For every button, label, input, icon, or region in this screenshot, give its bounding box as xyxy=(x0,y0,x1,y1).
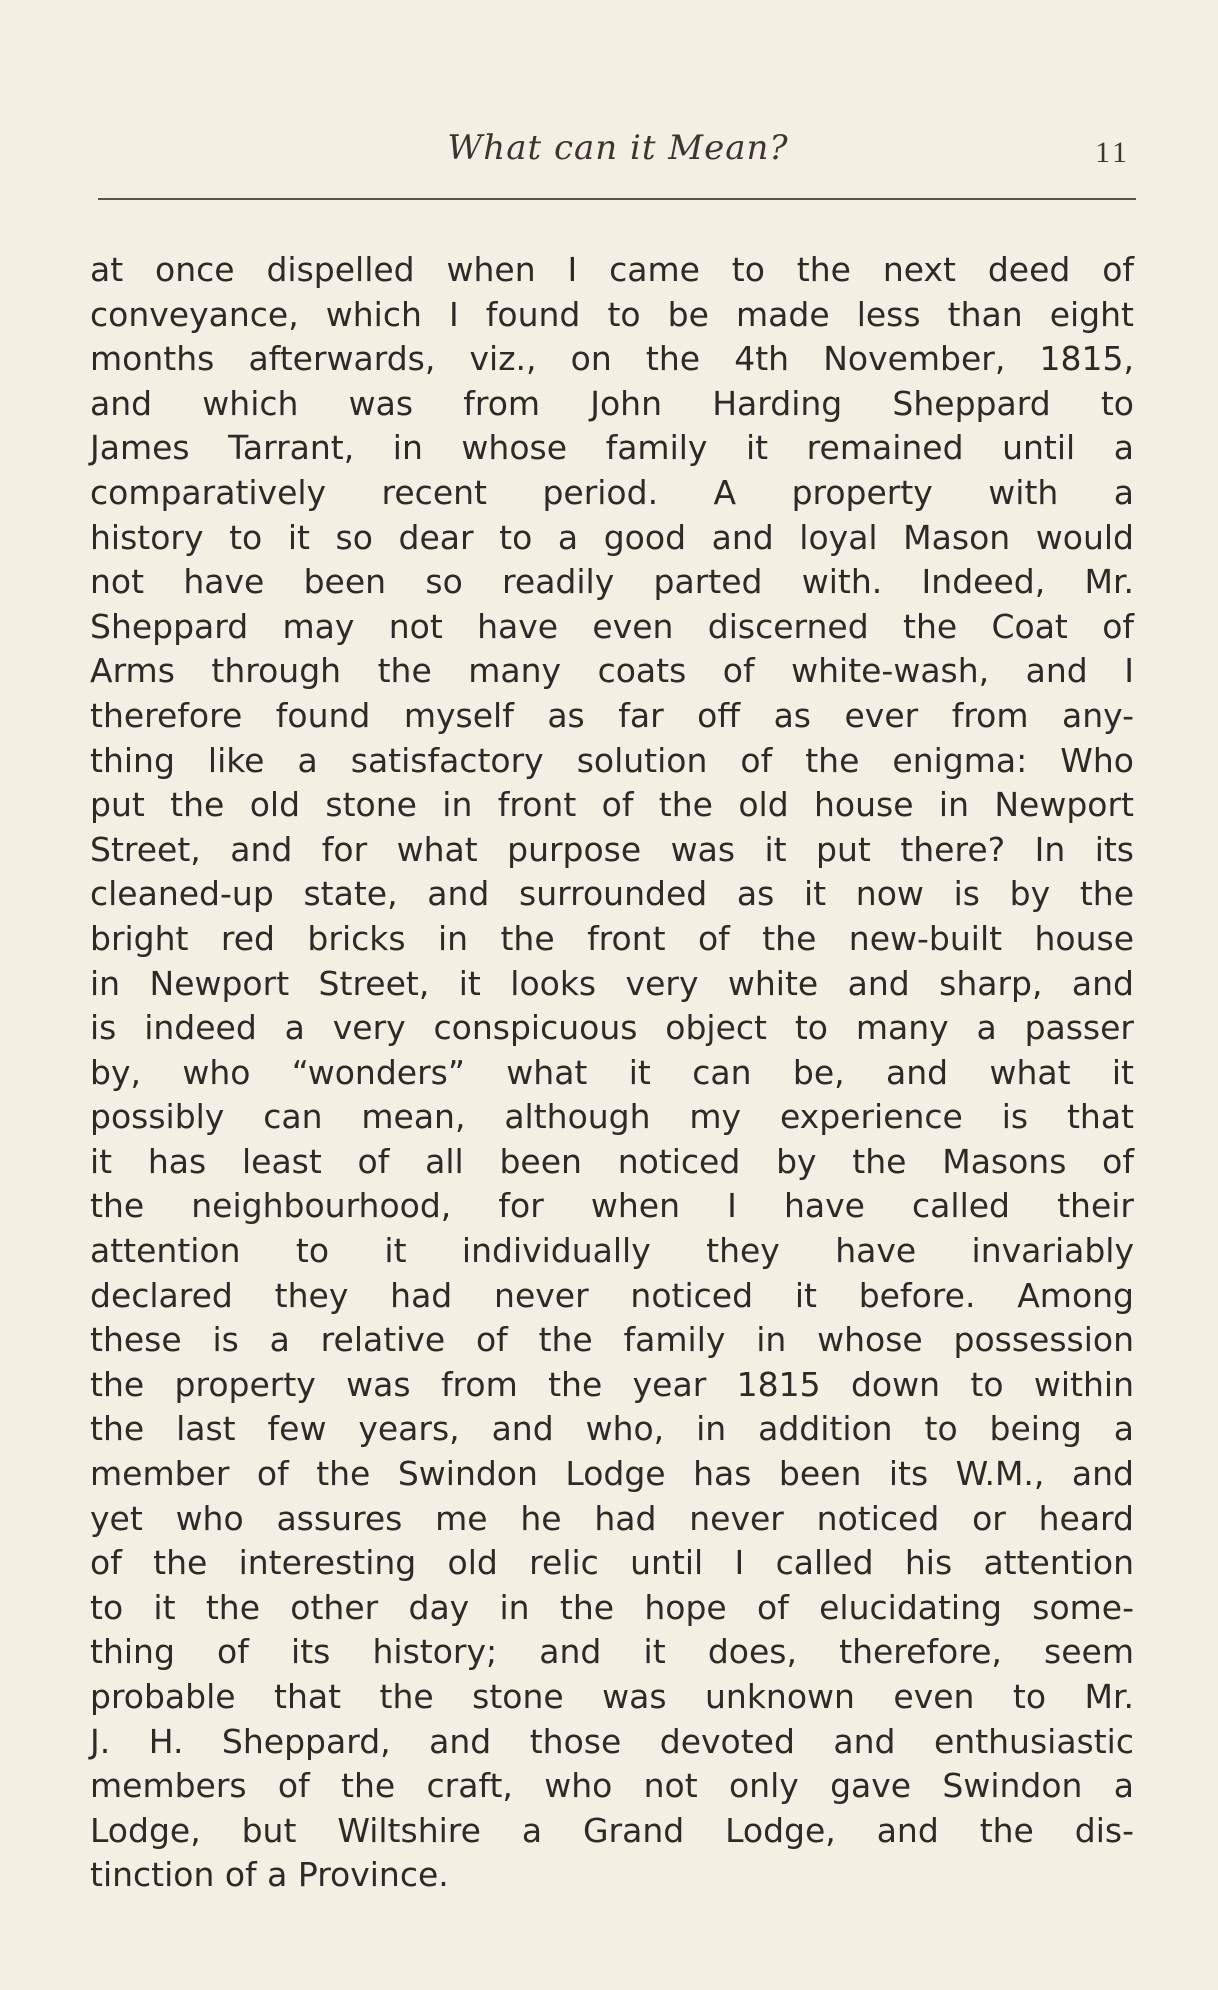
text-line: conveyance, which I found to be made less than eight xyxy=(90,294,1134,334)
text-line: Arms through the many coats of white-wash, and I xyxy=(90,651,1134,691)
text-line: probable that the stone was unknown even to Mr. xyxy=(90,1677,1134,1716)
text-line: yet who assures me he had never noticed or heard xyxy=(90,1498,1134,1538)
text-line: not have been so readily parted with. Indeed, Mr. xyxy=(90,562,1134,602)
text-line: members of the craft, who not only gave Swindon a xyxy=(90,1766,1134,1806)
page-number: 11 xyxy=(1095,136,1130,169)
text-line: of the interesting old relic until I called his attention xyxy=(90,1543,1134,1583)
text-line: Street, and for what purpose was it put there? In its xyxy=(90,829,1134,869)
header-rule xyxy=(98,198,1136,200)
text-line: put the old stone in front of the old house in Newport xyxy=(90,785,1134,825)
text-line: by, who “wonders” what it can be, and what it xyxy=(90,1052,1134,1092)
text-line: declared they had never noticed it before. Among xyxy=(90,1275,1134,1315)
text-line: the last few years, and who, in addition to being a xyxy=(90,1409,1134,1449)
text-line: and which was from John Harding Sheppard to xyxy=(90,383,1134,423)
text-line: bright red bricks in the front of the new-built house xyxy=(90,918,1134,958)
text-line: cleaned-up state, and surrounded as it now is by the xyxy=(90,874,1134,914)
text-line: it has least of all been noticed by the Masons of xyxy=(90,1141,1134,1181)
text-line: Sheppard may not have even discerned the Coat of xyxy=(90,606,1134,646)
text-line: Lodge, but Wiltshire a Grand Lodge, and the dis- xyxy=(90,1810,1134,1850)
text-line: James Tarrant, in whose family it remained until a xyxy=(90,428,1134,468)
text-line: to it the other day in the hope of elucidating some- xyxy=(90,1587,1134,1627)
text-line: J. H. Sheppard, and those devoted and enthusiastic xyxy=(90,1721,1134,1761)
text-line: these is a relative of the family in whose possession xyxy=(90,1320,1134,1360)
text-line: thing of its history; and it does, therefore, seem xyxy=(90,1632,1134,1672)
text-line: attention to it individually they have invariably xyxy=(90,1231,1134,1271)
text-line: months afterwards, viz., on the 4th November, 1815, xyxy=(90,339,1134,379)
text-line: at once dispelled when I came to the next deed of xyxy=(90,250,1134,289)
text-line: the neighbourhood, for when I have called their xyxy=(90,1186,1134,1226)
text-line: is indeed a very conspicuous object to many a passer xyxy=(90,1008,1134,1048)
text-line: history to it so dear to a good and loyal Mason would xyxy=(90,517,1134,557)
text-line: member of the Swindon Lodge has been its W.M., and xyxy=(90,1454,1134,1494)
text-line: tinction of a Province. xyxy=(90,1855,449,1895)
body-text xyxy=(90,248,1134,1898)
page-header xyxy=(98,128,1138,178)
text-line: comparatively recent period. A property with a xyxy=(90,472,1134,512)
running-title: What can it Mean? xyxy=(447,128,789,168)
text-line: the property was from the year 1815 down to within xyxy=(90,1364,1134,1404)
text-line: possibly can mean, although my experience is that xyxy=(90,1097,1134,1137)
text-line: in Newport Street, it looks very white and sharp, and xyxy=(90,963,1134,1003)
text-line: thing like a satisfactory solution of the enigma: Who xyxy=(90,740,1134,780)
text-line: therefore found myself as far off as ever from any- xyxy=(90,695,1134,735)
